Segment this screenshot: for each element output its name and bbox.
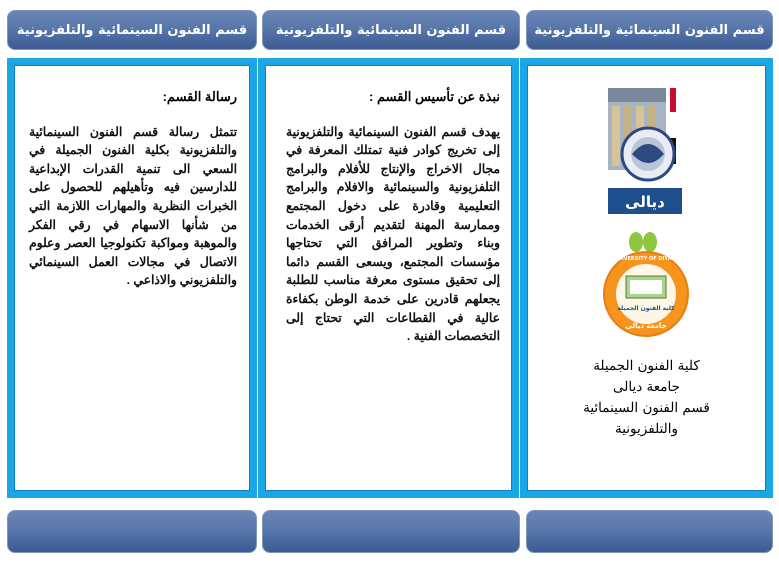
- tab-left[interactable]: [7, 10, 257, 50]
- caption-university: جامعة ديالى: [613, 379, 680, 395]
- caption-department-cont: والتلفزيونية: [614, 421, 678, 437]
- university-logo: [604, 84, 686, 218]
- mission-panel: [7, 58, 257, 498]
- tab-left-label: قسم الفنون السينمائية والتلفزيونية: [16, 22, 248, 38]
- college-logo-ring-ar: جامعة ديالى: [625, 322, 667, 330]
- about-panel: [258, 58, 519, 498]
- tab-middle-label: قسم الفنون السينمائية والتلفزيونية: [275, 22, 507, 38]
- caption-college: كلية الفنون الجميلة: [593, 358, 700, 374]
- caption-department: قسم الفنون السينمائية: [583, 400, 710, 416]
- college-logo-ring-en: UNIVERSITY OF DIYALA: [613, 256, 679, 262]
- about-body: يهدف قسم الفنون السينمائية والتلفزيونية إلى تخريج كوادر فنية تمتلك المعرفة في مجال الاخراج والإنتاج للأفلام والبرامج التلفزيونية والسينمائية والافلام والبرامج التعليمية وقادرة على دخول المجتمع وممارسة المهنة لتقديم أرقى الخدمات وبناء وتطوير المرافق التي تحتاجها مؤسسات المجتمع، ويسعى القسم دائما إلى تحقيق مستوى معرفة مناسب للطلبة يجعلهم قادرين على خدمة الوطن بكفاءة عالية في القطاعات التي تحتاج إلى التخصصات الفنية .: [286, 124, 500, 344]
- bottom-bar-left: [7, 510, 257, 553]
- about-panel-inner: [265, 65, 512, 491]
- mission-heading: رسالة القسم:: [162, 89, 237, 104]
- college-logo: [600, 228, 692, 340]
- bottom-bar-middle: [262, 510, 520, 553]
- tab-right-label: قسم الفنون السينمائية والتلفزيونية: [534, 22, 765, 38]
- logo-caption: [528, 356, 765, 440]
- tab-right[interactable]: [526, 10, 773, 50]
- university-logo-label: ديالى: [625, 193, 665, 211]
- college-logo-label: كلية الفنون الجميلة: [617, 305, 675, 312]
- logo-column: [528, 66, 765, 490]
- about-heading: نبذة عن تأسيس القسم :: [369, 89, 500, 104]
- mission-panel-inner: [14, 65, 250, 491]
- logo-panel-inner: [527, 65, 766, 491]
- logo-panel: [520, 58, 773, 498]
- mission-body: تتمثل رسالة قسم الفنون السينمائية والتلفزيونية بكلية الفنون الجميلة في السعي الى تنمية القدرات الإبداعية للدارسين فيه وتأهيلهم للحصول على الخبرات النظرية والمهارات اللازمة التي من شأنها الاسهام في رقي الفكر والموهبة ومواكبة تكنولوجيا العصر وعلوم الاتصال في مجالات العمل السينمائي والتلفزيوني والاذاعي .: [29, 124, 237, 288]
- bottom-bar-right: [526, 510, 773, 553]
- mission-column: [29, 88, 237, 290]
- tab-middle[interactable]: [262, 10, 520, 50]
- about-column: [286, 88, 500, 346]
